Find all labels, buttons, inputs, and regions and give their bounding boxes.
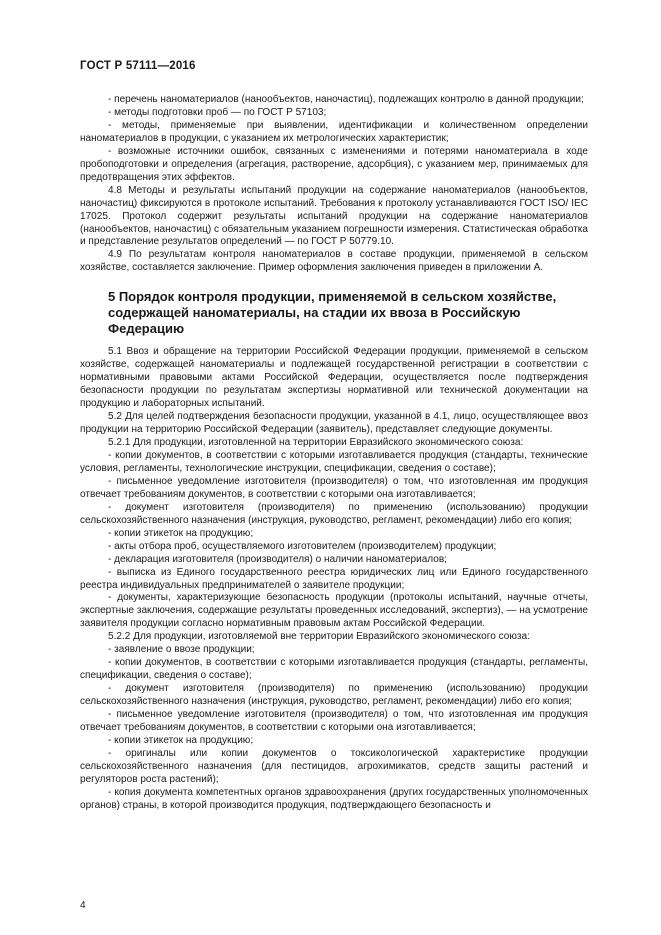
paragraph: - документы, характеризующие безопасность продукции (протоколы испытаний, научные отчеты, экспертные заключения, содержащие результаты проведенных исследований, экспертиз), — на усмотрение заявителя продукции согласно нормативным правовым актам Российской Федерации. [80,592,588,630]
page-number: 4 [80,900,86,911]
paragraph: - акты отбора проб, осуществляемого изготовителем (производителем) продукции; [108,540,497,552]
paragraph: - копии документов, в соответствии с которыми изготавливается продукция (стандарты, регламенты, спецификации, сведения о составе); [80,657,588,682]
document-body [80,94,588,813]
paragraph: - письменное уведомление изготовителя (производителя) о том, что изготовленная им продукция отвечает требованиям документов, в соответствии с которыми она изготавливается; [80,709,588,733]
document-header: ГОСТ Р 57111—2016 [80,60,196,72]
paragraph: 4.8 Методы и результаты испытаний продукции на содержание наноматериалов (нанообъектов, наночастиц) фиксируются в протоколе испытаний. Требования к протоколу устанавливаются ГОСТ ISO/ IEC 17025. Протокол содержит результаты испытаний продукции на содержание наноматериалов (нанообъектов, наночастиц) с обязательным указанием погрешности измерения. Статистическая обработка и представление результатов определений — по ГОСТ Р 50779.10. [80,184,588,248]
paragraph: 5.2.2 Для продукции, изготовляемой вне территории Евразийского экономического союза: [108,631,530,643]
paragraph: 5.1 Ввоз и обращение на территории Российской Федерации продукции, применяемой в сельском хозяйстве, содержащей наноматериалы и подлежащей государственной регистрации в соответствии с нормативными правовыми актами Российской Федерации, осуществляется после подтверждения безопасности продукции по результатам экспертизы нормативной или технической документации на продукцию и лабораторных испытаний. [80,346,588,410]
paragraph: 5.2 Для целей подтверждения безопасности продукции, указанной в 4.1, лицо, осуществляющее ввоз продукции на территорию Российской Федерации (заявитель), представляет следующие документы. [80,411,588,436]
paragraph: - копии документов, в соответствии с которыми изготавливается продукция (стандарты, технические условия, регламенты, технологические инструкции, спецификации, сведения о составе); [80,449,588,474]
paragraph: 5.2.1 Для продукции, изготовленной на территории Евразийского экономического союза: [108,437,524,449]
paragraph: - декларация изготовителя (производителя) о наличии наноматериалов; [108,553,447,565]
paragraph: - выписка из Единого государственного реестра юридических лиц или Единого государственного реестра индивидуальных предпринимателей о заявителе продукции; [80,566,588,591]
paragraph: - методы, применяемые при выявлении, идентификации и количественном определении наноматериалов в продукции, с указанием их метрологических характеристик; [80,119,588,144]
paragraph: - документ изготовителя (производителя) по применению (использованию) продукции сельскохозяйственного назначения (инструкция, руководство, регламент, рекомендации) либо его копия; [80,683,588,708]
paragraph: - возможные источники ошибок, связанных с изменениями и потерями наноматериала в ходе пробоподготовки и определения (агрегация, растворение, адсорбция), с указанием мер, принимаемых для предотвращения этих эффектов. [80,145,588,183]
paragraph: - копии этикеток на продукцию; [108,527,254,539]
paragraph: - перечень наноматериалов (нанообъектов, наночастиц), подлежащих контролю в данной продукции; [108,94,584,105]
paragraph: - копии этикеток на продукцию; [108,734,254,746]
paragraph: - оригиналы или копии документов о токсикологической характеристике продукции сельскохозяйственного назначения (для пестицидов, агрохимикатов, средств защиты растений и регуляторов роста растений); [80,747,588,785]
paragraph: - копия документа компетентных органов здравоохранения (других государственных уполномоченных органов) страны, в которой производится продукция, подтверждающего безопасность и [80,786,588,811]
paragraph: - заявление о ввозе продукции; [108,644,255,656]
paragraph: 4.9 По результатам контроля наноматериалов в составе продукции, применяемой в сельском хозяйстве, составляется заключение. Пример оформления заключения приведен в приложении А. [80,249,588,274]
paragraph: - письменное уведомление изготовителя (производителя) о том, что изготовленная им продукция отвечает требованиям документов, в соответствии с которыми она изготавливается; [80,475,588,500]
section-heading: 5 Порядок контроля продукции, применяемой в сельском хозяйстве, содержащей наноматериалы, на стадии их ввоза в Российскую Федерацию [108,289,557,337]
paragraph: - методы подготовки проб — по ГОСТ Р 57103; [108,106,327,118]
paragraph: - документ изготовителя (производителя) по применению (использованию) продукции сельскохозяйственного назначения (инструкция, руководство, регламент, рекомендации) либо его копия; [80,501,588,526]
